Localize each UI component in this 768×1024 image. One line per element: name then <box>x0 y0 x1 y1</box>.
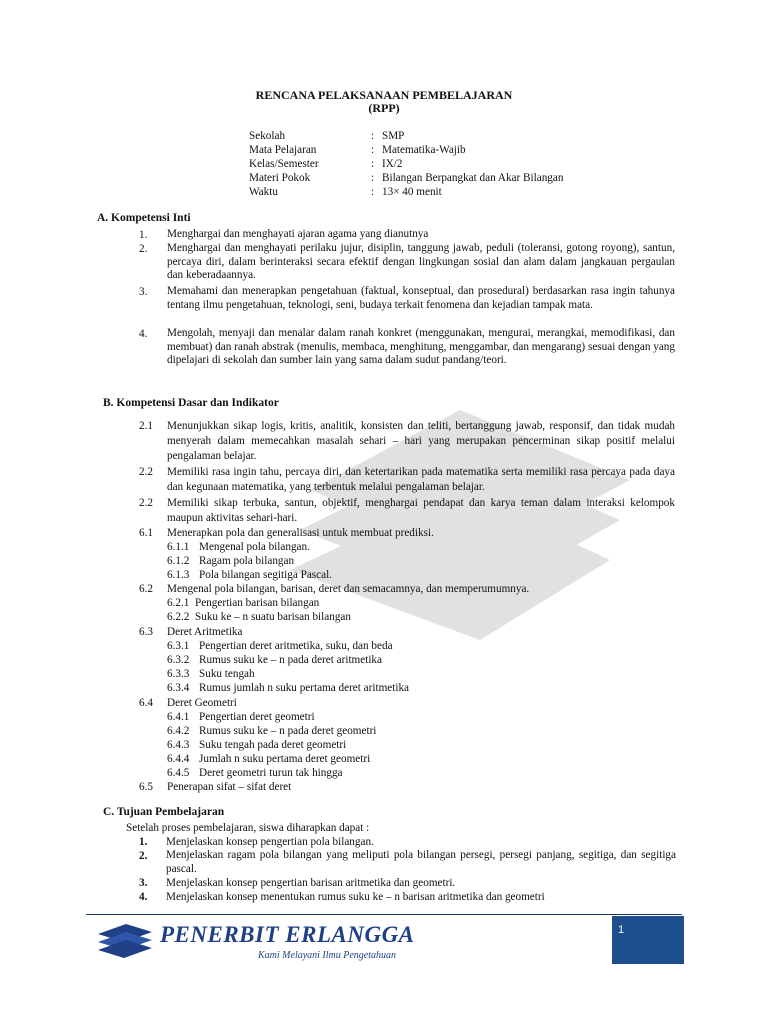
identity-sep: : <box>371 158 375 170</box>
outline-number: 6.1.3 <box>167 569 190 581</box>
identity-label: Sekolah <box>249 130 286 142</box>
outline-text: Pengertian deret geometri <box>199 711 315 723</box>
outline-text: Deret Aritmetika <box>167 626 243 638</box>
outline-number: 6.3.2 <box>167 654 190 666</box>
outline-text: Mengenal pola bilangan, barisan, deret dan semacamnya, dan memperumumnya. <box>167 583 530 595</box>
section-c-intro: Setelah proses pembelajaran, siswa diharapkan dapat : <box>126 822 370 834</box>
outline-number: 6.5 <box>139 781 153 793</box>
outline-number: 6.4.1 <box>167 711 190 723</box>
list-item: Menjelaskan ragam pola bilangan yang meliputi pola bilangan persegi, persegi panjang, segitiga, dan segitiga pascal. <box>166 849 676 875</box>
identity-sep: : <box>371 172 375 184</box>
outline-text: Rumus suku ke – n pada deret aritmetika <box>199 654 382 666</box>
kd-number: 2.1 <box>139 420 153 432</box>
outline-number: 6.4.2 <box>167 725 190 737</box>
outline-text: Jumlah n suku pertama deret geometri <box>199 753 371 765</box>
list-item: Menghargai dan menghayati perilaku jujur, disiplin, tanggung jawab, peduli (toleransi, gotong royong), santun, percaya diri, dalam berinteraksi secara efektif dengan lingkungan sosial dan alam dalam jangkauan pergaulan dan keberadaannya. <box>167 242 675 282</box>
outline-number: 6.4.3 <box>167 739 190 751</box>
page-number: 1 <box>618 924 625 936</box>
list-item: Menjelaskan konsep pengertian barisan aritmetika dan geometri. <box>166 877 456 889</box>
kd-item: Menunjukkan sikap logis, kritis, analitik, konsisten dan teliti, bertanggung jawab, responsif, dan tidak mudah menyerah dalam memecahkan masalah sehari – hari yang merupakan pencerminan sikap positif melalui pengalaman belajar. <box>167 420 675 462</box>
erlangga-logo-icon <box>96 920 154 962</box>
publisher-tagline: Kami Melayani Ilmu Pengetahuan <box>258 950 397 961</box>
list-number: 1. <box>139 836 148 848</box>
page-number-box <box>612 916 684 964</box>
identity-sep: : <box>371 144 375 156</box>
outline-text: Rumus suku ke – n pada deret geometri <box>199 725 377 737</box>
outline-text: Mengenal pola bilangan. <box>199 541 310 553</box>
list-number: 2. <box>139 243 148 255</box>
list-number: 3. <box>139 286 148 298</box>
list-number: 1. <box>139 229 148 241</box>
footer-divider <box>86 914 682 915</box>
identity-value: 13× 40 menit <box>382 186 442 198</box>
outline-number: 6.1 <box>139 527 153 539</box>
section-b-heading: B. Kompetensi Dasar dan Indikator <box>103 397 279 409</box>
document-title: RENCANA PELAKSANAAN PEMBELAJARAN <box>255 88 513 102</box>
identity-sep: : <box>371 130 375 142</box>
section-a-heading: A. Kompetensi Inti <box>97 212 191 224</box>
list-number: 4. <box>139 891 148 903</box>
list-item: Menghargai dan menghayati ajaran agama yang dianutnya <box>167 228 429 240</box>
list-number: 2. <box>139 850 148 862</box>
outline-text: Suku ke – n suatu barisan bilangan <box>195 611 351 623</box>
outline-text: Deret geometri turun tak hingga <box>199 767 343 779</box>
kd-number: 2.2 <box>139 497 153 509</box>
kd-number: 2.2 <box>139 466 153 478</box>
outline-text: Pengertian barisan bilangan <box>195 597 320 609</box>
identity-label: Materi Pokok <box>249 172 311 184</box>
outline-text: Penerapan sifat – sifat deret <box>167 781 292 793</box>
kd-item: Memiliki sikap terbuka, santun, objektif, menghargai pendapat dan karya teman dalam interaksi kelompok maupun aktivitas sehari-hari. <box>167 497 675 524</box>
list-item: Mengolah, menyaji dan menalar dalam ranah konkret (menggunakan, mengurai, merangkai, memodifikasi, dan membuat) dan ranah abstrak (menulis, membaca, menghitung, menggambar, dan mengarang) sesuai dengan yang dipelajari di sekolah dan sumber lain yang sama dalam sudut pandang/teori. <box>167 327 675 367</box>
list-item: Memahami dan menerapkan pengetahuan (faktual, konseptual, dan prosedural) berdasarkan rasa ingin tahunya tentang ilmu pengetahuan, teknologi, seni, budaya terkait fenomena dan kejadian tampak mata. <box>167 285 675 311</box>
identity-label: Mata Pelajaran <box>249 144 317 156</box>
outline-number: 6.1.1 <box>167 541 190 553</box>
publisher-name: PENERBIT ERLANGGA <box>160 922 415 947</box>
identity-label: Kelas/Semester <box>249 158 319 170</box>
kd-item: Memiliki rasa ingin tahu, percaya diri, dan ketertarikan pada matematika serta memiliki rasa percaya pada daya dan kegunaan matematika, yang terbentuk melalui pengalaman belajar. <box>167 466 675 493</box>
outline-number: 6.3.1 <box>167 640 190 652</box>
outline-number: 6.4.5 <box>167 767 190 779</box>
outline-number: 6.3.4 <box>167 682 190 694</box>
outline-number: 6.3.3 <box>167 668 190 680</box>
outline-text: Pengertian deret aritmetika, suku, dan beda <box>199 640 393 652</box>
document-subtitle: (RPP) <box>368 101 400 115</box>
identity-value: Bilangan Berpangkat dan Akar Bilangan <box>382 172 564 184</box>
outline-text: Ragam pola bilangan <box>199 555 295 567</box>
list-number: 3. <box>139 877 148 889</box>
outline-number: 6.1.2 <box>167 555 190 567</box>
identity-label: Waktu <box>249 186 278 198</box>
identity-value: SMP <box>382 130 405 142</box>
outline-number: 6.2 <box>139 583 153 595</box>
list-item: Menjelaskan konsep pengertian pola bilangan. <box>166 836 374 848</box>
identity-value: Matematika-Wajib <box>382 144 466 156</box>
outline-text: Rumus jumlah n suku pertama deret aritmetika <box>199 682 410 694</box>
outline-text: Menerapkan pola dan generalisasi untuk membuat prediksi. <box>167 527 434 539</box>
outline-number: 6.4 <box>139 697 153 709</box>
outline-text: Suku tengah <box>199 668 255 680</box>
outline-text: Suku tengah pada deret geometri <box>199 739 347 751</box>
list-number: 4. <box>139 328 148 340</box>
identity-sep: : <box>371 186 375 198</box>
outline-text: Deret Geometri <box>167 697 237 709</box>
outline-number: 6.2.1 <box>167 597 190 609</box>
outline-number: 6.2.2 <box>167 611 190 623</box>
list-item: Menjelaskan konsep menentukan rumus suku ke – n barisan aritmetika dan geometri <box>166 891 545 903</box>
outline-text: Pola bilangan segitiga Pascal. <box>199 569 332 581</box>
outline-number: 6.3 <box>139 626 153 638</box>
section-c-heading: C. Tujuan Pembelajaran <box>103 806 225 818</box>
identity-value: IX/2 <box>382 158 403 170</box>
outline-number: 6.4.4 <box>167 753 190 765</box>
